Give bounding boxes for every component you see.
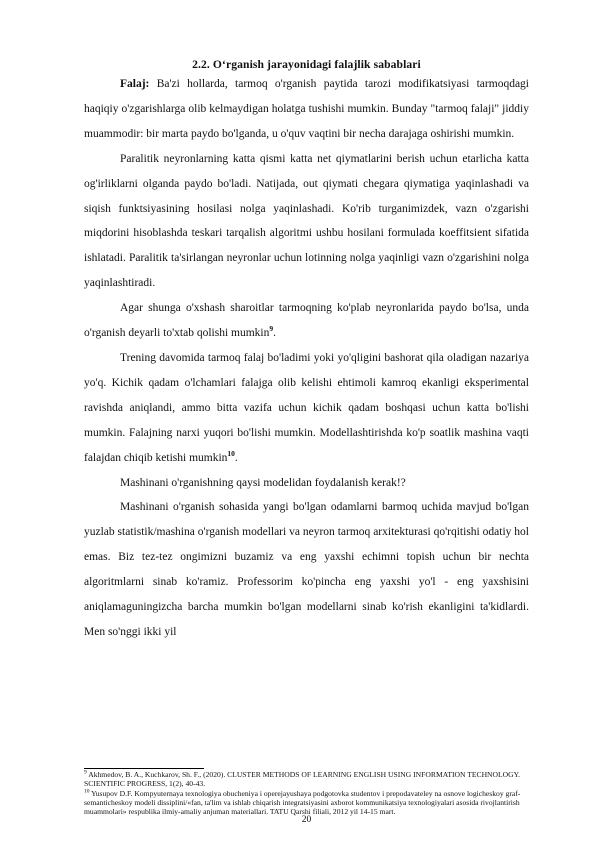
footnote-9 (84, 770, 529, 789)
paragraph-mashinani: Mashinani o'rganish sohasida yangi bo'lgan odamlarni barmoq uchida mavjud bo'lgan yuzlab statistik/mashina o'rganish modellari va neyron tarmoq arxitekturasi qo'rqitishi odatiy hol emas. Biz tez-tez ongimizni buzamiz va eng yaxshi echimni topish uchun bir nechta algoritmlarni sinab ko'ramiz. Professorim ko'pincha eng yaxshi yo'l - eng yaxshisini aniqlamaguningizcha barcha mumkin bo'lgan modellarni sinab ko'rish ekanligini ta'kidlardi. Men so'nggi ikki yil (84, 501, 529, 638)
punctuation: . (273, 327, 276, 340)
footnote-10 (84, 789, 529, 817)
body-text (84, 72, 529, 645)
footnote-text: Yusupov D.F. Kompyuternaya texnologiya obucheniya i operejayushaya podgotovka studentov i prepodavateley na osnove logicheskoy graf- semanticheskoy modeli dissiplini/«fan, ta'lim va ishlab chiqarish integratsiyasini axborot kommunikatsiya texnologiyalari asosida rivojlantirish muammolari» respublika ilmiy-amaliy anjuman materiallari. TATU Qarshi filiali, 2012 yil 14-15 mart. (84, 788, 521, 817)
paragraph-falaj (84, 72, 529, 147)
footnote-divider (84, 768, 204, 769)
punctuation: . (234, 451, 238, 464)
footnote-text: Akhmedov, B. A., Kuchkarov, Sh. F., (2020). CLUSTER METHODS OF LEARNING ENGLISH USING INFORMATION TECHNOLOGY. SCIENTIFIC PROGRESS, 1(2), 40-43. (84, 770, 521, 789)
paragraph-agar (84, 296, 529, 346)
paragraph-question: Mashinani o'rganishning qaysi modelidan foydalanish kerak!? (120, 476, 406, 489)
paragraph-trening (84, 346, 529, 471)
paragraph-text: Ba'zi hollarda, tarmoq o'rganish paytida tarozi modifikatsiyasi tarmoqdagi haqiqiy o'zgarishlarga olib kelmaydigan holatga tushishi mumkin. Bunday "tarmoq falaji" jiddiy muammodir: bir marta paydo bo'lganda, u o'quv vaqtini bir necha darajaga oshirishi mumkin. (84, 78, 529, 140)
term-label: Falaj: (120, 78, 150, 90)
footnotes (84, 770, 529, 816)
page-number: 20 (301, 815, 312, 825)
paragraph-text: Trening davomida tarmoq falaj bo'ladimi yoki yo'qligini bashorat qila oladigan nazariya yo'q. Kichik qadam o'lchamlari falajga olib kelishi ehtimoli kamroq ekanligi eksperimental ravishda aniqlandi, ammo bitta vazifa uchun kichik qadam boshqasi uchun katta bo'lishi mumkin. Falajning narxi yuqori bo'lishi mumkin. Modellashtirishda ko'p soatlik mashina vaqti falajdan chiqib ketishi mumkin (84, 351, 529, 464)
paragraph-text: Agar shunga o'xshash sharoitlar tarmoqning ko'plab neyronlarida paydo bo'lsa, unda o'rganish deyarli to'xtab qolishi mumkin (84, 302, 529, 340)
paragraph-paralitik: Paralitik neyronlarning katta qismi katta net qiymatlarini berish uchun etarlicha katta og'irliklarni olganda paydo bo'ladi. Natijada, out qiymati chegara qiymatiga yaqinlashadi va siqish funktsiyasining hosilasi nolga yaqinlashadi. Ko'rib turganimizdek, vazn o'zgarishi miqdorini hisoblashda teskari tarqalish algoritmi ushbu hosilani formulada koeffitsient sifatida ishlatadi. Paralitik ta'sirlangan neyronlar uchun lotinning nolga yaqinligi vazn o'zgarishini nolga yaqinlashtiradi. (84, 152, 529, 290)
footnote-number: 10 (84, 788, 90, 795)
footnote-ref-10[interactable]: 10 (227, 448, 235, 458)
footnote-number: 9 (84, 769, 87, 776)
footnote-ref-9[interactable]: 9 (269, 324, 274, 334)
section-heading: 2.2. O‘rganish jarayonidagi falajlik sabablari (192, 58, 421, 71)
document-page (84, 0, 529, 842)
